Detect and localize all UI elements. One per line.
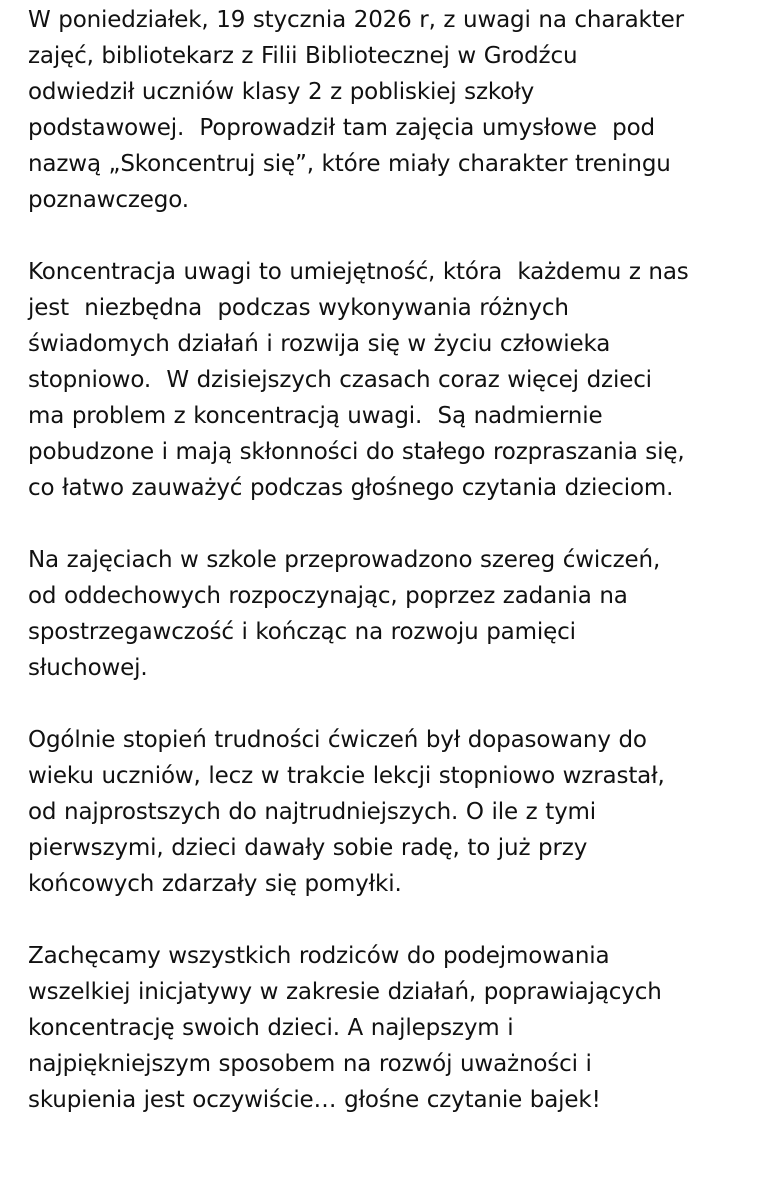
text-line: stopniowo. W dzisiejszych czasach coraz więcej dzieci	[28, 367, 652, 393]
text-line: odwiedził uczniów klasy 2 z pobliskiej szkoły	[28, 79, 535, 105]
text-line: świadomych działań i rozwija się w życiu człowieka	[28, 331, 611, 357]
text-line: Ogólnie stopień trudności ćwiczeń był dopasowany do	[28, 727, 647, 753]
text-line: końcowych zdarzały się pomyłki.	[28, 871, 402, 897]
text-line: Na zajęciach w szkole przeprowadzono szereg ćwiczeń,	[28, 547, 661, 573]
text-line: pierwszymi, dzieci dawały sobie radę, to już przy	[28, 835, 588, 861]
text-line: pobudzone i mają skłonności do stałego rozpraszania się,	[28, 439, 685, 465]
text-line: wieku uczniów, lecz w trakcie lekcji stopniowo wzrastał,	[28, 763, 665, 789]
text-line: poznawczego.	[28, 187, 189, 213]
text-line: od oddechowych rozpoczynając, poprzez zadania na	[28, 583, 628, 609]
paragraph-exercises	[28, 542, 771, 686]
text-line: słuchowej.	[28, 655, 148, 681]
text-line: podstawowej. Poprowadził tam zajęcia umysłowe pod	[28, 115, 655, 141]
text-line: od najprostszych do najtrudniejszych. O ile z tymi	[28, 799, 597, 825]
text-line: spostrzegawczość i kończąc na rozwoju pamięci	[28, 619, 576, 645]
text-line: ma problem z koncentracją uwagi. Są nadmiernie	[28, 403, 603, 429]
text-line: jest niezbędna podczas wykonywania różnych	[28, 295, 569, 321]
article-body	[28, 2, 771, 1154]
text-line: co łatwo zauważyć podczas głośnego czytania dzieciom.	[28, 475, 674, 501]
text-line: W poniedziałek, 19 stycznia 2026 r, z uwagi na charakter	[28, 7, 684, 33]
paragraph-encouragement	[28, 938, 771, 1118]
text-line: wszelkiej inicjatywy w zakresie działań, poprawiających	[28, 979, 662, 1005]
text-line: Zachęcamy wszystkich rodziców do podejmowania	[28, 943, 610, 969]
paragraph-difficulty	[28, 722, 771, 902]
paragraph-intro	[28, 2, 771, 218]
text-line: zajęć, bibliotekarz z Filii Bibliotecznej w Grodźcu	[28, 43, 578, 69]
text-line: nazwą „Skoncentruj się”, które miały charakter treningu	[28, 151, 671, 177]
text-line: skupienia jest oczywiście… głośne czytanie bajek!	[28, 1087, 601, 1113]
text-line: koncentrację swoich dzieci. A najlepszym i	[28, 1015, 514, 1041]
paragraph-concentration	[28, 254, 771, 506]
text-line: Koncentracja uwagi to umiejętność, która każdemu z nas	[28, 259, 689, 285]
text-line: najpiękniejszym sposobem na rozwój uważności i	[28, 1051, 592, 1077]
